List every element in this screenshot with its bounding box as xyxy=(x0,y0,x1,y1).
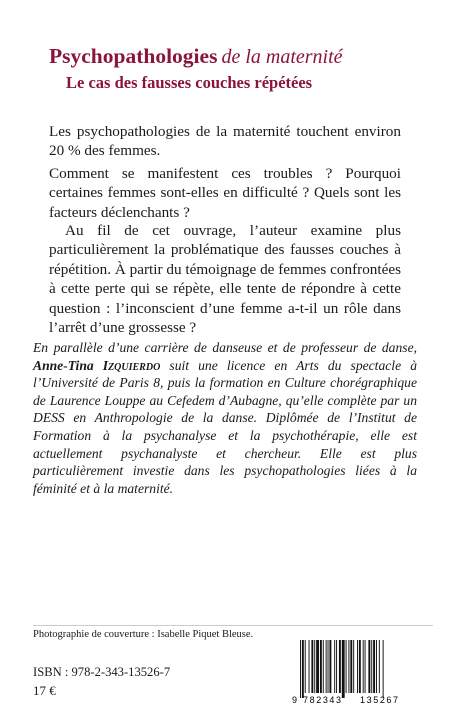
barcode-bar xyxy=(302,640,304,698)
barcode-bar xyxy=(336,640,337,693)
barcode-bar xyxy=(365,640,366,693)
barcode-digit-first: 9 xyxy=(292,695,298,705)
bio-intro: En parallèle d’une carrière de danseuse et de professeur de danse, xyxy=(33,340,417,355)
barcode-bar xyxy=(300,640,301,698)
footer-divider xyxy=(33,625,433,626)
barcode-bar xyxy=(383,640,384,698)
author-biography xyxy=(33,339,417,497)
barcode-bar xyxy=(348,640,349,693)
price-label: 17 € xyxy=(33,683,56,698)
barcode-bar xyxy=(363,640,364,693)
barcode-bar xyxy=(323,640,324,693)
summary-paragraph-2: Comment se manifestent ces troubles ? Pourquoi certaines femmes sont-elles en difficulté ? Quels sont les facteurs déclenchants ? xyxy=(49,165,401,221)
barcode-bar xyxy=(379,640,380,693)
book-title xyxy=(49,44,343,69)
author-last-name: Izquierdo xyxy=(102,357,161,373)
barcode-bar xyxy=(328,640,329,693)
barcode-bar xyxy=(342,640,345,698)
barcode-bar xyxy=(334,640,335,693)
barcode-bar xyxy=(376,640,377,693)
barcode-bar xyxy=(309,640,310,693)
barcode-bar xyxy=(316,640,319,693)
book-subtitle: Le cas des fausses couches répétées xyxy=(66,73,313,92)
photo-credit: Photographie de couverture : Isabelle Piquet Bleuse. xyxy=(33,629,254,640)
barcode xyxy=(290,640,422,706)
barcode-bar xyxy=(368,640,370,693)
barcode-bar xyxy=(314,640,315,693)
barcode-bar xyxy=(350,640,352,693)
book-title-main: Psychopathologies xyxy=(49,44,218,68)
barcode-bar xyxy=(357,640,358,693)
barcode-bar xyxy=(371,640,372,693)
barcode-bar xyxy=(329,640,331,693)
isbn-label: ISBN : 978-2-343-13526-7 xyxy=(33,665,171,679)
summary-paragraph-1: Les psychopathologies de la maternité touchent environ 20 % des femmes. xyxy=(49,123,401,160)
summary-paragraph-3: Au fil de cet ouvrage, l’auteur examine plus particulièrement la problématique des fausses couches à répétition. À partir du témoignage de femmes confrontées à cette perte qui se répète, elle tente de répondre à cette question : l’inconscient d’une femme a-t-il un rôle dans l’arrêt d’une grossesse ? xyxy=(49,222,401,337)
barcode-bar xyxy=(326,640,327,693)
barcode-bar xyxy=(311,640,313,693)
author-first-name: Anne-Tina xyxy=(33,357,103,373)
barcode-bar xyxy=(353,640,354,693)
barcode-bar xyxy=(359,640,361,693)
book-title-sub: de la maternité xyxy=(221,46,343,68)
barcode-bar xyxy=(320,640,322,693)
barcode-bar xyxy=(305,640,306,693)
barcode-bars xyxy=(300,640,384,698)
barcode-bar xyxy=(339,640,341,693)
barcode-bar xyxy=(346,640,347,693)
barcode-bar xyxy=(373,640,375,693)
barcode-digits-right: 135267 xyxy=(360,695,400,705)
bio-rest: suit une licence en Arts du spectacle à l’Université de Paris 8, puis la formation en Culture chorégraphique de Laurence Louppe au Cefedem d’Aubagne, qu’elle complète par un DESS en Anthropologie de la danse. Diplômée de l’Institut de Formation à la psychanalyse et la psychothérapie, elle est actuellement psychanalyste et chercheur. Elle est plus particulièrement investie dans les psychopathologies liées à la féminité et à la maternité. xyxy=(33,357,417,496)
barcode-digits-left: 782343 xyxy=(303,695,343,705)
